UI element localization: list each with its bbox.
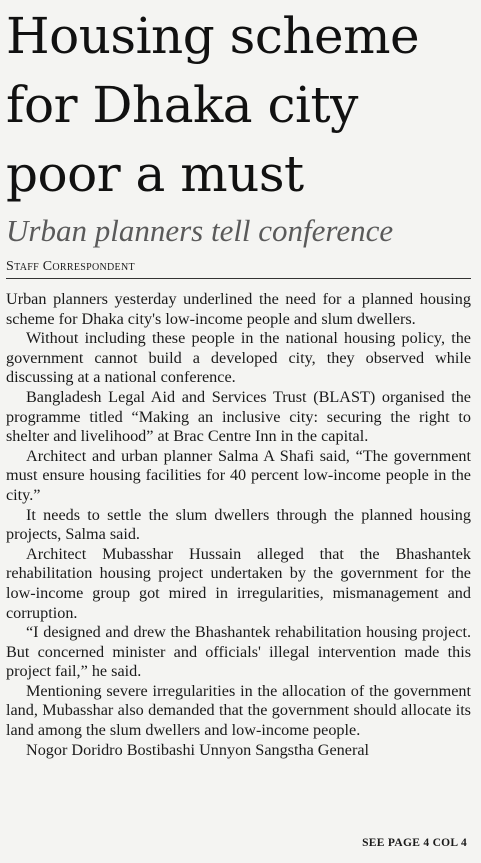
continued-on-page-note: SEE PAGE 4 COL 4 — [362, 837, 467, 849]
paragraph: Architect and urban planner Salma A Shafi said, “The government must ensure housing facilities for 40 percent low-income people in the city.” — [6, 446, 471, 504]
headline-line-3: poor a must — [6, 145, 304, 203]
headline — [6, 0, 471, 209]
byline: Staff Correspondent — [6, 259, 471, 279]
paragraph: Urban planners yesterday underlined the need for a planned housing scheme for Dhaka city's low-income people and slum dwellers. — [6, 290, 471, 328]
paragraph: Mentioning severe irregularities in the allocation of the government land, Mubasshar also demanded that the government should allocate its land among the slum dwellers and low-income people. — [6, 681, 471, 740]
paragraph: It needs to settle the slum dwellers through the planned housing projects, Salma said. — [6, 505, 471, 544]
article-body — [6, 290, 471, 760]
paragraph: Architect Mubasshar Hussain alleged that the Bhashantek rehabilitation housing project undertaken by the government for the low-income group got mired in irregularities, mismanagement and corruption. — [6, 544, 471, 622]
headline-line-2: for Dhaka city — [6, 76, 358, 134]
paragraph: Nogor Doridro Bostibashi Unnyon Sangstha General — [26, 740, 370, 759]
paragraph: Without including these people in the national housing policy, the government cannot build a developed city, they observed while discussing at a national conference. — [6, 329, 471, 387]
subheadline: Urban planners tell conference — [6, 213, 394, 248]
headline-line-1: Housing scheme — [6, 7, 420, 65]
paragraph: Bangladesh Legal Aid and Services Trust (BLAST) organised the programme titled “Making an inclusive city: securing the right to shelter and livelihood” at Brac Centre Inn in the capital. — [6, 387, 471, 446]
paragraph: “I designed and drew the Bhashantek rehabilitation housing project. But concerned minister and officials' illegal intervention made this project fail,” he said. — [6, 623, 471, 681]
